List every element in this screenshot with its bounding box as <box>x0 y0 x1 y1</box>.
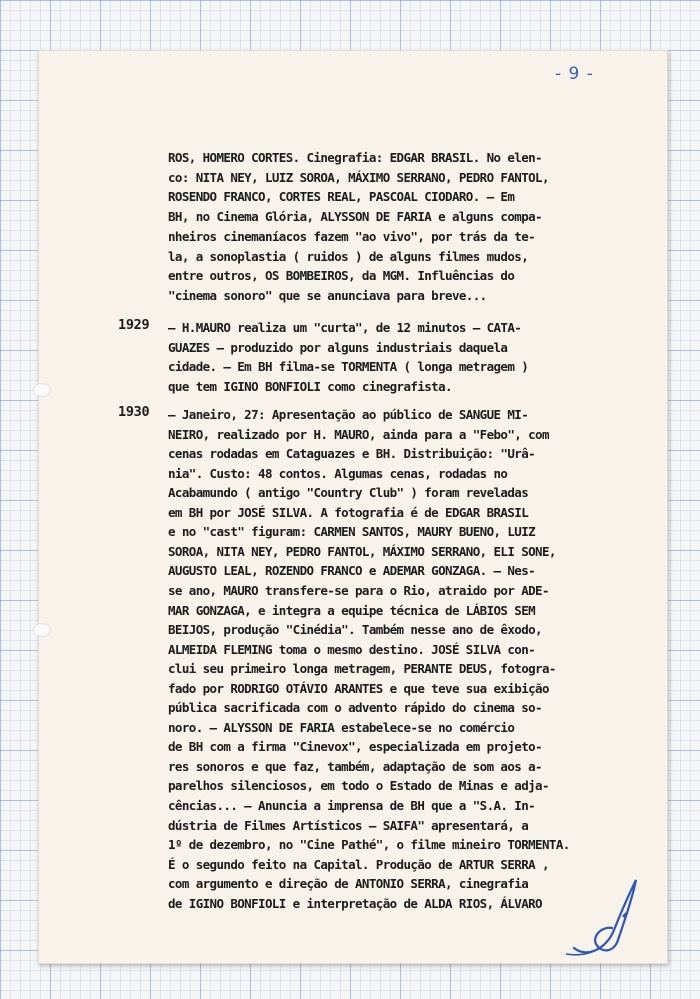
text-line: 1º de dezembro, no "Cine Pathé", o filme mineiro TORMENTA. <box>168 837 570 853</box>
text-line: de BH com a firma "Cinevox", especializada em projeto- <box>168 739 542 755</box>
year-heading: 1930 <box>118 404 150 420</box>
text-line: la, a sonoplastia ( ruidos ) de alguns filmes mudos, <box>168 248 529 264</box>
text-line: cidade. — Em BH filma-se TORMENTA ( longa metragem ) <box>168 359 529 375</box>
text-line: de IGINO BONFIOLI e interpretação de ALDA RIOS, ÁLVARO <box>168 895 542 911</box>
text-line: ROSENDO FRANCO, CORTES REAL, PASCOAL CIODARO. — Em <box>168 189 515 205</box>
text-line: dústria de Filmes Artísticos — SAIFA" apresentará, a <box>168 817 529 833</box>
text-line: GUAZES — produzido por alguns industriais daquela <box>168 339 508 355</box>
text-line: BEIJOS, produção "Cinédia". Também nesse ano de êxodo, <box>168 622 542 638</box>
text-line: SOROA, NITA NEY, PEDRO FANTOL, MÁXIMO SERRANO, ELI SONE, <box>168 543 556 559</box>
text-line: nheiros cinemaníacos fazem "ao vivo", por trás da te- <box>168 228 536 244</box>
punch-hole <box>33 383 51 397</box>
text-line: MAR GONZAGA, e integra a equipe técnica de LÁBIOS SEM <box>168 602 536 618</box>
text-line: noro. — ALYSSON DE FARIA estabelece-se no comércio <box>168 719 515 735</box>
handwritten-initials-signature <box>566 870 646 960</box>
text-line: ROS, HOMERO CORTES. Cinegrafia: EDGAR BRASIL. No elen- <box>168 150 542 165</box>
text-line: pública sacrificada com o advento rápido do cinema so- <box>168 700 542 716</box>
text-line: em BH por JOSÉ SILVA. A fotografia é de EDGAR BRASIL <box>168 504 529 520</box>
text-line: co: NITA NEY, LUIZ SOROA, MÁXIMO SERRANO, PEDRO FANTOL, <box>168 169 549 185</box>
page-number: - 9 - <box>555 64 594 84</box>
text-line: fado por RODRIGO OTÁVIO ARANTES e que teve sua exibição <box>168 680 549 696</box>
text-line: nia". Custo: 48 contos. Algumas cenas, rodadas no <box>168 465 508 481</box>
text-line: É o segundo feito na Capital. Produção de ARTUR SERRA , <box>168 856 549 872</box>
text-line: entre outros, OS BOMBEIROS, da MGM. Influências do <box>168 268 515 284</box>
text-line: se ano, MAURO transfere-se para o Rio, atraido por ADE- <box>168 582 549 598</box>
text-line: ALMEIDA FLEMING toma o mesmo destino. JOSÉ SILVA con- <box>168 641 536 657</box>
text-line: com argumento e direção de ANTONIO SERRA, cinegrafia <box>168 876 529 892</box>
punch-hole <box>33 623 51 637</box>
text-line: cências... — Anuncia a imprensa de BH que a "S.A. In- <box>168 798 536 813</box>
text-line: — H.MAURO realiza um "curta", de 12 minutos — CATA- <box>168 320 522 335</box>
text-line: — Janeiro, 27: Apresentação ao público de SANGUE MI- <box>168 407 529 422</box>
text-line: clui seu primeiro longa metragem, PERANTE DEUS, fotogra- <box>168 661 556 677</box>
text-line: res sonoros e que faz, também, adaptação de som aos a- <box>168 758 542 774</box>
text-line: BH, no Cinema Glória, ALYSSON DE FARIA e alguns compa- <box>168 209 542 225</box>
year-heading: 1929 <box>118 317 150 333</box>
text-line: cenas rodadas em Cataguazes e BH. Distribuição: "Urâ- <box>168 446 536 462</box>
text-line: AUGUSTO LEAL, ROZENDO FRANCO e ADEMAR GONZAGA. — Nes- <box>168 563 536 579</box>
text-line: parelhos silenciosos, em todo o Estado de Minas e adja- <box>168 778 549 794</box>
text-line: que tem IGINO BONFIOLI como cinegrafista. <box>168 379 452 395</box>
text-line: "cinema sonoro" que se anunciava para breve... <box>168 287 487 303</box>
text-line: NEIRO, realizado por H. MAURO, ainda para a "Febo", com <box>168 426 549 442</box>
text-line: Acabamundo ( antigo "Country Club" ) foram reveladas <box>168 485 529 501</box>
text-line: e no "cast" figuram: CARMEN SANTOS, MAURY BUENO, LUIZ <box>168 524 536 540</box>
